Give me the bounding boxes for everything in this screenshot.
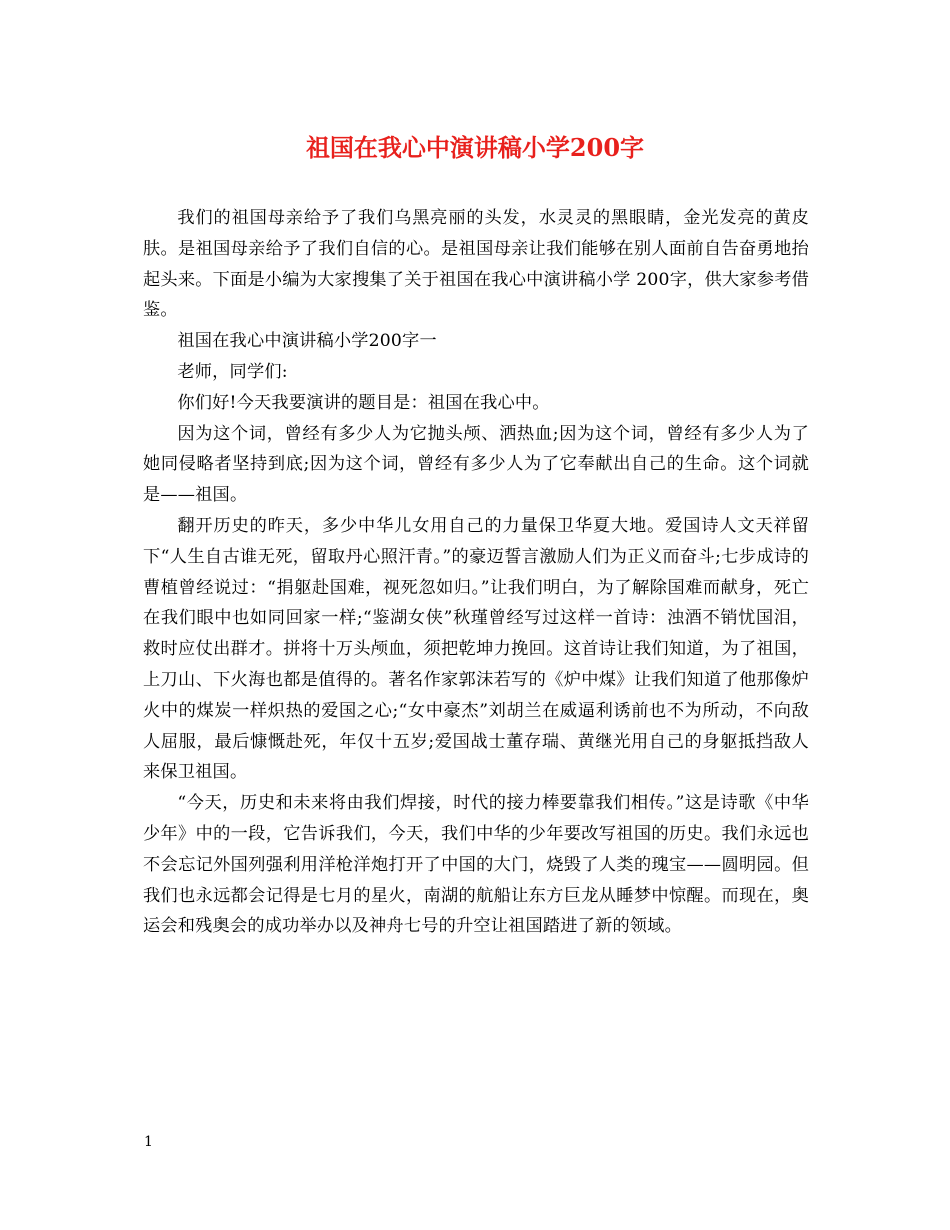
body-paragraph: 因为这个词，曾经有多少人为它抛头颅、洒热血;因为这个词，曾经有多少人为了她同侵略者坚持到底;因为这个词，曾经有多少人为了它奉献出自己的生命。这个词就是——祖国。: [143, 423, 809, 506]
greeting-paragraph: 你们好!今天我要演讲的题目是：祖国在我心中。: [177, 392, 550, 413]
salutation: 老师，同学们:: [177, 361, 288, 382]
body-paragraph: “今天，历史和未来将由我们焊接，时代的接力棒要靠我们相传。”这是诗歌《中华少年》中的一段，它告诉我们，今天，我们中华的少年要改写祖国的历史。我们永远也不会忘记外国列强利用洋枪洋炮打开了中国的大门，烧毁了人类的瑰宝——圆明园。但我们也永远都会记得是七月的星火，南湖的航船让东方巨龙从睡梦中惊醒。而现在，奥运会和残奥会的成功举办以及神舟七号的升空让祖国踏进了新的领域。: [143, 793, 809, 937]
page-number: 1: [144, 1134, 153, 1150]
document-body: [143, 203, 809, 942]
document-title: 祖国在我心中演讲稿小学200字: [305, 133, 645, 162]
speech-heading: 祖国在我心中演讲稿小学200字一: [177, 331, 437, 352]
body-paragraph: 翻开历史的昨天，多少中华儿女用自己的力量保卫华夏大地。爱国诗人文天祥留下“人生自古谁无死，留取丹心照汗青。”的豪迈誓言激励人们为正义而奋斗;七步成诗的曹植曾经说过：“捐躯赴国难，视死忽如归。”让我们明白，为了解除国难而献身，死亡在我们眼中也如同回家一样;“鉴湖女侠”秋瑾曾经写过这样一首诗：浊酒不销忧国泪，救时应仗出群才。拼将十万头颅血，须把乾坤力挽回。这首诗让我们知道，为了祖国，上刀山、下火海也都是值得的。著名作家郭沫若写的《炉中煤》让我们知道了他那像炉火中的煤炭一样炽热的爱国之心;“女中豪杰”刘胡兰在威逼利诱前也不为所动，不向敌人屈服，最后慷慨赴死，年仅十五岁;爱国战士董存瑞、黄继光用自己的身躯抵挡敌人来保卫祖国。: [143, 515, 809, 783]
intro-paragraph: 我们的祖国母亲给予了我们乌黑亮丽的头发，水灵灵的黑眼睛，金光发亮的黄皮肤。是祖国母亲给予了我们自信的心。是祖国母亲让我们能够在别人面前自告奋勇地抬起头来。下面是小编为大家搜集了关于祖国在我心中演讲稿小学 200字，供大家参考借鉴。: [143, 208, 809, 321]
